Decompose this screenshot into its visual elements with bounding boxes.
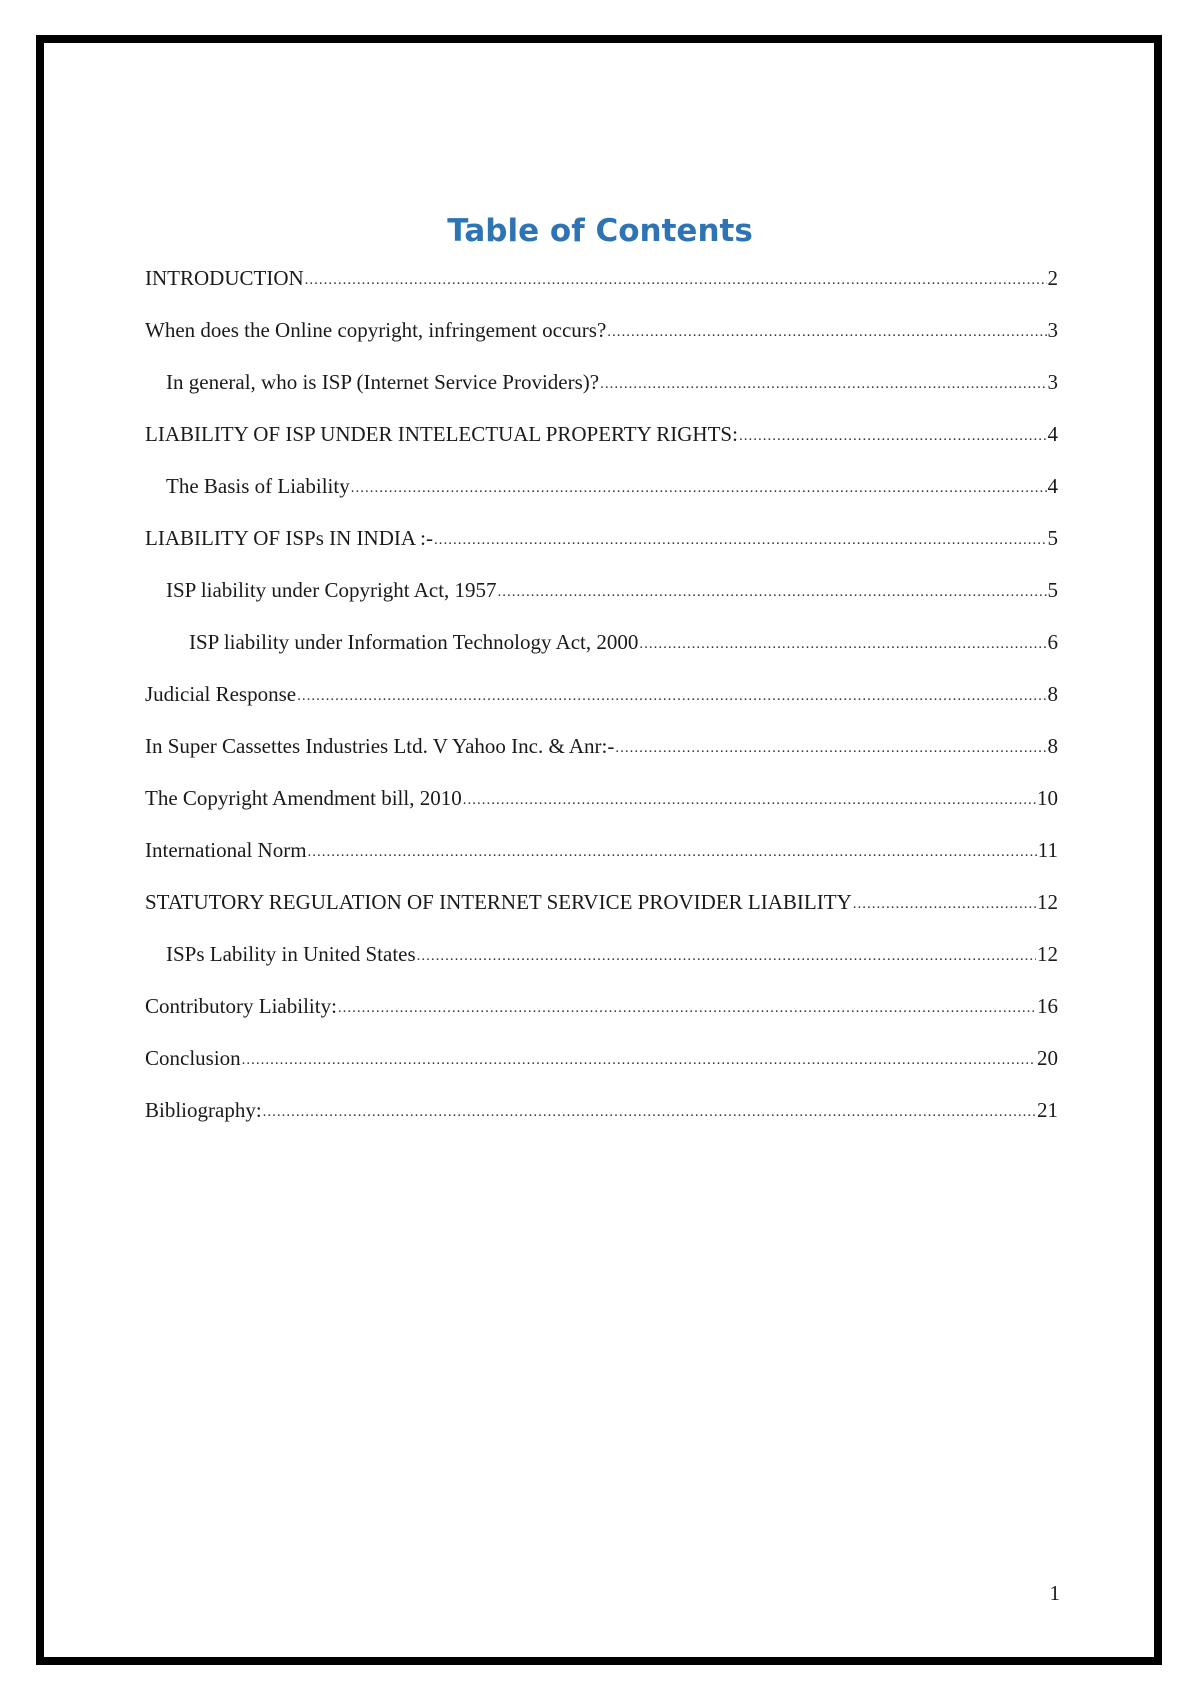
toc-entry-page: 12	[1037, 890, 1058, 914]
toc-entry[interactable]	[145, 726, 1058, 778]
toc-entry-text: STATUTORY REGULATION OF INTERNET SERVICE PROVIDER LIABILITY	[145, 890, 852, 914]
toc-entry-page: 4	[1047, 474, 1058, 498]
toc-entry-text: INTRODUCTION	[145, 266, 304, 290]
toc-entry-page: 11	[1037, 838, 1058, 862]
toc-entry-text: Judicial Response	[145, 682, 297, 706]
toc-entry-text: Contributory Liability:	[145, 994, 337, 1018]
toc-entry[interactable]	[145, 570, 1058, 622]
toc-entry-page: 2	[1047, 266, 1058, 290]
toc-dot-leader	[615, 725, 1046, 768]
toc-entry[interactable]	[145, 258, 1058, 310]
toc-entry[interactable]	[145, 622, 1058, 674]
toc-entry-text: When does the Online copyright, infringement occurs?	[145, 318, 607, 342]
toc-entry-page: 10	[1037, 786, 1058, 810]
toc-entry[interactable]	[145, 414, 1058, 466]
toc-entry-page: 21	[1037, 1098, 1058, 1122]
toc-entry-text: ISP liability under Information Technology Act, 2000	[189, 630, 639, 654]
toc-entry[interactable]	[145, 1038, 1058, 1090]
toc-entry[interactable]	[145, 362, 1058, 414]
toc-entry-page: 5	[1047, 578, 1058, 602]
toc-entry-page: 8	[1047, 682, 1058, 706]
toc-entry-text: ISPs Lability in United States	[166, 942, 416, 966]
toc-dot-leader	[853, 881, 1036, 924]
toc-entry[interactable]	[145, 466, 1058, 518]
toc-dot-leader	[639, 621, 1046, 664]
toc-list	[145, 258, 1058, 1142]
toc-entry[interactable]	[145, 882, 1058, 934]
toc-entry[interactable]	[145, 518, 1058, 570]
toc-entry[interactable]	[145, 674, 1058, 726]
toc-entry-page: 6	[1047, 630, 1058, 654]
toc-entry-text: LIABILITY OF ISPs IN INDIA :-	[145, 526, 433, 550]
toc-dot-leader	[739, 413, 1047, 456]
toc-dot-leader	[351, 465, 1047, 508]
toc-entry-page: 5	[1047, 526, 1058, 550]
toc-entry-page: 8	[1047, 734, 1058, 758]
toc-entry[interactable]	[145, 830, 1058, 882]
toc-dot-leader	[498, 569, 1047, 612]
toc-entry[interactable]	[145, 986, 1058, 1038]
toc-dot-leader	[607, 309, 1046, 352]
toc-dot-leader	[600, 361, 1046, 404]
toc-dot-leader	[242, 1037, 1036, 1080]
toc-entry[interactable]	[145, 934, 1058, 986]
toc-entry[interactable]	[145, 1090, 1058, 1142]
toc-entry-page: 3	[1047, 370, 1058, 394]
toc-entry-text: The Copyright Amendment bill, 2010	[145, 786, 462, 810]
toc-entry-text: The Basis of Liability	[166, 474, 350, 498]
toc-dot-leader	[305, 257, 1047, 300]
toc-entry-text: ISP liability under Copyright Act, 1957	[166, 578, 497, 602]
toc-entry-text: International Norm	[145, 838, 307, 862]
toc-entry-page: 12	[1037, 942, 1058, 966]
toc-entry-page: 16	[1037, 994, 1058, 1018]
toc-entry-text: Conclusion	[145, 1046, 241, 1070]
toc-dot-leader	[308, 829, 1037, 872]
toc-entry-text: Bibliography:	[145, 1098, 262, 1122]
toc-dot-leader	[434, 517, 1047, 560]
toc-dot-leader	[417, 933, 1036, 976]
toc-dot-leader	[263, 1089, 1036, 1132]
toc-dot-leader	[297, 673, 1046, 716]
toc-dot-leader	[338, 985, 1036, 1028]
toc-dot-leader	[463, 777, 1036, 820]
toc-entry-text: In general, who is ISP (Internet Service Providers)?	[166, 370, 600, 394]
page-number: 1	[1049, 1581, 1060, 1605]
toc-entry-page: 20	[1037, 1046, 1058, 1070]
toc-entry-page: 3	[1047, 318, 1058, 342]
toc-title: Table of Contents	[447, 213, 753, 249]
toc-entry-text: In Super Cassettes Industries Ltd. V Yahoo Inc. & Anr:-	[145, 734, 615, 758]
toc-entry-page: 4	[1047, 422, 1058, 446]
toc-entry[interactable]	[145, 310, 1058, 362]
toc-entry-text: LIABILITY OF ISP UNDER INTELECTUAL PROPERTY RIGHTS:	[145, 422, 738, 446]
toc-entry[interactable]	[145, 778, 1058, 830]
